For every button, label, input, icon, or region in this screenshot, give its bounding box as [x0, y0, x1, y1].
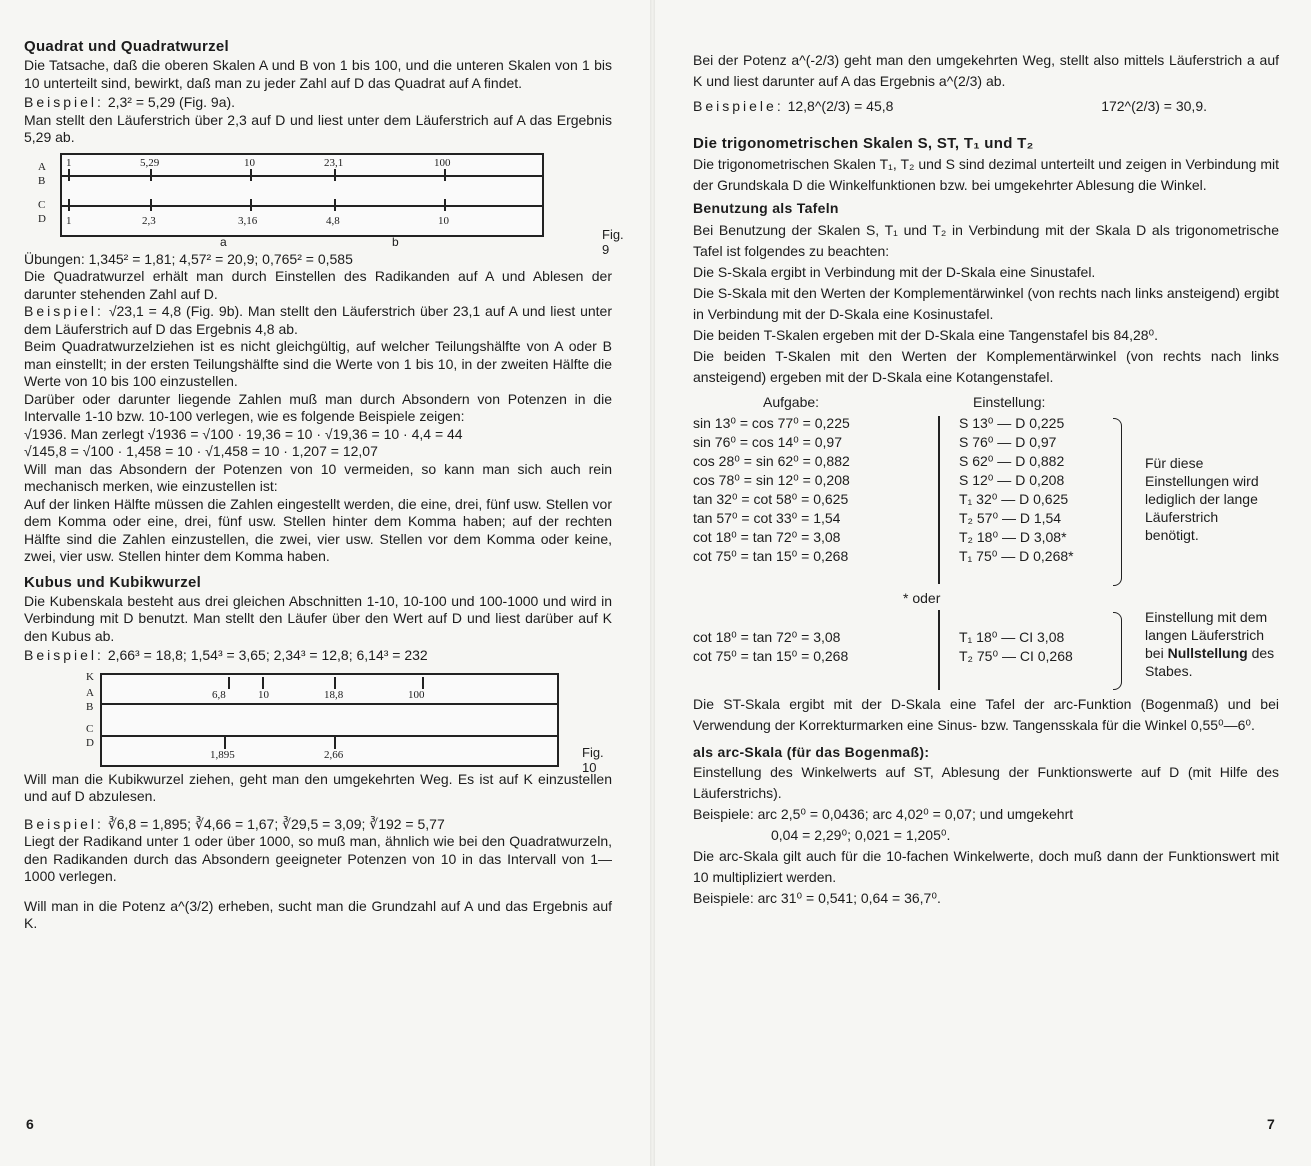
setting-cell: T₁ 75⁰ — D 0,268*	[959, 548, 1074, 564]
setting-cell: S 76⁰ — D 0,97	[959, 434, 1057, 450]
setting-cell: T₂ 75⁰ — CI 0,268	[959, 648, 1073, 664]
side-note-null: Einstellung mit dem langen Läuferstrich bei Nullstellung des Stabes.	[1145, 609, 1275, 679]
trig-table-block	[693, 394, 1279, 694]
col-header-task: Aufgabe:	[763, 394, 820, 410]
left-page	[0, 0, 650, 1166]
oder-label: * oder	[903, 590, 941, 606]
cube-intro: Die Kubenskala besteht aus drei gleichen Abschnitten 1-10, 10-100 und 100-1000 und wird in Verbindung mit D benutzt. Man stellt den Läufer über den Wert auf D und liest darüber auf K den Kubus ab.	[24, 592, 612, 644]
task-cell: cot 18⁰ = tan 72⁰ = 3,08	[693, 529, 841, 545]
fig10-top-value: 100	[408, 688, 425, 701]
table-row	[689, 414, 1078, 433]
fig9-bottom-value: 2,3	[142, 214, 156, 227]
fig9-bottom-value: 4,8	[326, 214, 340, 227]
fig9-scale-c: C	[38, 198, 46, 211]
table-row	[689, 509, 1078, 528]
fig9-top-value: 100	[434, 156, 451, 169]
fig9-scale-d: D	[38, 212, 46, 225]
setting-cell: S 13⁰ — D 0,225	[959, 415, 1065, 431]
table-row	[689, 528, 1078, 547]
fig9-bottom-value: 10	[438, 214, 449, 227]
arc-example-2: 0,04 = 2,29⁰; 0,021 = 1,205⁰.	[771, 827, 951, 843]
fig10-top-value: 6,8	[212, 688, 226, 701]
fig9-sub-a: a	[220, 234, 227, 249]
fig9-lower-line	[62, 205, 542, 207]
setting-cell: S 12⁰ — D 0,208	[959, 472, 1065, 488]
arc-example-1: Beispiele: arc 2,5⁰ = 0,0436; arc 4,02⁰ = 0,07; und umgekehrt	[693, 806, 1074, 822]
table-row	[689, 628, 1077, 647]
fig10-scale-a: A	[86, 686, 94, 699]
sqrt-rule: Auf der linken Hälfte müssen die Zahlen eingestellt werden, die eine, drei, fünf usw. Stellen vor dem Komma oder eine, drei, fünf usw. Stellen hinter dem Komma haben; auf der rechten Hälfte sind die Zahlen einzustellen, die zwei, vier usw. Stellen vor dem Komma oder keine, zwei, vier usw. Stellen hinter dem Komma haben.	[24, 495, 612, 564]
section-title-square: Quadrat und Quadratwurzel	[24, 38, 230, 55]
arc-tenfold: Die arc-Skala gilt auch für die 10-fachen Winkelwerte, doch muß dann der Funktionswert mit 10 multipliziert werden.	[693, 848, 1279, 885]
task-cell: cot 18⁰ = tan 72⁰ = 3,08	[693, 629, 841, 645]
t-scales-text: Die beiden T-Skalen ergeben mit der D-Skala eine Tangenstafel bis 84,28⁰.	[693, 327, 1159, 343]
s-scale-comp-text: Die S-Skala mit den Werten der Komplementärwinkel (von rechts nach links ansteigend) ergibt in Verbindung mit der D-Skala eine Kosinustafel.	[693, 285, 1279, 322]
section-title-cube: Kubus und Kubikwurzel	[24, 573, 202, 591]
setting-cell: T₁ 32⁰ — D 0,625	[959, 491, 1069, 507]
fig9-sub-b: b	[392, 234, 399, 249]
left-column	[24, 0, 624, 933]
sqrt-example: Beispiel: √23,1 = 4,8 (Fig. 9b). Man stellt den Läuferstrich über 23,1 auf A und liest unter dem Läuferstrich auf D das Ergebnis 4,8 ab.	[24, 303, 613, 337]
cube-root-example: Beispiel: ∛6,8 = 1,895; ∛4,66 = 1,67; ∛29,5 = 3,09; ∛192 = 5,77	[24, 815, 445, 832]
figure-9	[38, 153, 624, 257]
fig10-bottom-value: 1,895	[210, 748, 235, 761]
task-cell: cos 28⁰ = sin 62⁰ = 0,882	[693, 453, 850, 469]
trig-intro: Die trigonometrischen Skalen T₁, T₂ und S sind dezimal unterteilt und zeigen in Verbindung mit der Grundskala D die Winkelfunktionen bzw. bei umgekehrter Ablesung die Winkel.	[693, 156, 1279, 193]
cube-radicand: Liegt der Radikand unter 1 oder über 1000, so muß man, ähnlich wie bei den Quadratwurzeln, den Radikanden durch das Absondern geeigneter Potenzen von 10 in das Intervall von 1—1000 verlegen.	[24, 833, 612, 884]
sqrt-avoid: Will man das Absondern der Potenzen von 10 vermeiden, so kann man sich auch rein mechanisch merken, wie einzustellen ist:	[24, 460, 612, 494]
task-cell: cos 78⁰ = sin 12⁰ = 0,208	[693, 472, 850, 488]
arc-example-3: Beispiele: arc 31⁰ = 0,541; 0,64 = 36,7⁰.	[693, 890, 941, 906]
cube-power: Will man in die Potenz a^(3/2) erheben, sucht man die Grundzahl auf A und das Ergebnis auf K.	[24, 897, 612, 931]
cube-example: Beispiel: 2,66³ = 18,8; 1,54³ = 3,65; 2,34³ = 12,8; 6,14³ = 232	[24, 647, 428, 663]
square-example: Beispiel: 2,3² = 5,29 (Fig. 9a).	[24, 94, 236, 110]
arc-text: Einstellung des Winkelwerts auf ST, Ablesung der Funktionswerte auf D (mit Hilfe des Läuferstrichs).	[693, 764, 1279, 801]
cube-root-text: Will man die Kubikwurzel ziehen, geht man den umgekehrten Weg. Es ist auf K einzustellen und auf D abzulesen.	[24, 770, 612, 804]
fig9-scale-a: A	[38, 160, 46, 173]
task-cell: cot 75⁰ = tan 15⁰ = 0,268	[693, 648, 849, 664]
right-column	[693, 0, 1279, 909]
square-exercises: Übungen: 1,345² = 1,81; 4,57² = 20,9; 0,765² = 0,585	[24, 250, 353, 267]
setting-cell: T₂ 18⁰ — D 3,08*	[959, 529, 1067, 545]
task-cell: tan 57⁰ = cot 33⁰ = 1,54	[693, 510, 841, 526]
fig9-top-value: 23,1	[324, 156, 344, 169]
right-page	[655, 0, 1311, 1166]
page-number-left: 6	[26, 1116, 34, 1132]
side-note-long-cursor: Für diese Einstellungen wird lediglich der lange Läuferstrich benötigt.	[1145, 455, 1259, 543]
trig-table	[689, 414, 1078, 566]
section-title-trig: Die trigonometrischen Skalen S, ST, T₁ und T₂	[693, 135, 1034, 152]
tables-text: Bei Benutzung der Skalen S, T₁ und T₂ in Verbindung mit der Skala D als trigonometrische Tafel ist folgendes zu beachten:	[693, 222, 1279, 259]
col-header-setting: Einstellung:	[973, 394, 1046, 410]
fig10-scale-k: K	[86, 670, 94, 683]
sqrt-eq1: √1936. Man zerlegt √1936 = √100 · 19,36 = 10 · √19,36 = 10 · 4,4 = 44	[24, 425, 463, 442]
fig10-scale-b: B	[86, 700, 94, 713]
task-cell: cot 75⁰ = tan 15⁰ = 0,268	[693, 548, 849, 564]
square-example-text: Man stellt den Läuferstrich über 2,3 auf D und liest unter dem Läuferstrich auf A das Ergebnis 5,29 ab.	[24, 111, 612, 145]
st-scale-text: Die ST-Skala ergibt mit der D-Skala eine Tafel der arc-Funktion (Bogenmaß) und bei Verwendung der Korrekturmarken eine Sinus- bzw. Tangensskala für die Winkel 0,55⁰—6⁰.	[693, 696, 1279, 733]
fig9-scale-b: B	[38, 174, 46, 187]
fig9-caption: Fig. 9	[602, 226, 624, 257]
task-cell: sin 76⁰ = cos 14⁰ = 0,97	[693, 434, 842, 450]
fig10-lower-line	[102, 735, 557, 737]
task-cell: tan 32⁰ = cot 58⁰ = 0,625	[693, 491, 849, 507]
fig10-top-value: 10	[258, 688, 269, 701]
trig-table-ci	[689, 628, 1077, 666]
sqrt-above-below: Darüber oder darunter liegende Zahlen muß man durch Absondern von Potenzen in die Intervalle 1-10 bzw. 10-100 verlegen, wie es folgende Beispiele zeigen:	[24, 390, 612, 424]
square-intro: Die Tatsache, daß die oberen Skalen A und B von 1 bis 100, und die unteren Skalen von 1 bis 10 unterteilt sind, bewirkt, daß man zu jeder Zahl auf D das Quadrat auf A findet.	[24, 57, 612, 91]
t-scales-comp-text: Die beiden T-Skalen mit den Werten der Komplementärwinkel (von rechts nach links ansteigend) ergeben mit der D-Skala eine Kotangenstafel.	[693, 348, 1279, 385]
table-row	[689, 647, 1077, 666]
fig10-upper-line	[102, 703, 557, 705]
fig10-top-value: 18,8	[324, 688, 344, 701]
fig10-bottom-value: 2,66	[324, 748, 344, 761]
table-row	[689, 471, 1078, 490]
fig9-top-value: 1	[66, 156, 72, 169]
fig10-caption: Fig. 10	[582, 744, 604, 775]
fig9-bottom-value: 3,16	[238, 214, 258, 227]
setting-cell: S 62⁰ — D 0,882	[959, 453, 1065, 469]
page-number-right: 7	[1267, 1116, 1275, 1132]
sqrt-halves: Beim Quadratwurzelziehen ist es nicht gleichgültig, auf welcher Teilungshälfte von A oder B man einstellt; in der ersten Teilungshälfte sind die Werte von 1 bis 10, in der zweiten Hälfte die Werte von 10 bis 100 einzustellen.	[24, 338, 612, 389]
power-inverse-text: Bei der Potenz a^(-2/3) geht man den umgekehrten Weg, stellt also mittels Läuferstrich a auf K und liest darunter auf A das Ergebnis a^(2/3) ab.	[693, 52, 1279, 89]
sqrt-eq2: √145,8 = √100 · 1,458 = 10 · √1,458 = 10 · 1,207 = 12,07	[24, 443, 378, 459]
sqrt-text: Die Quadratwurzel erhält man durch Einstellen des Radikanden auf A und Ablesen der darunter stehenden Zahl auf D.	[24, 268, 612, 302]
section-title-arc: als arc-Skala (für das Bogenmaß):	[693, 744, 930, 760]
table-row	[689, 547, 1078, 566]
fig9-top-value: 10	[244, 156, 255, 169]
fig9-upper-line	[62, 175, 542, 177]
task-cell: sin 13⁰ = cos 77⁰ = 0,225	[693, 415, 850, 431]
fig10-scale-d: D	[86, 736, 94, 749]
power-examples: Beispiele: 12,8^(2/3) = 45,8 172^(2/3) = 30,9.	[693, 98, 1207, 114]
table-row	[689, 490, 1078, 509]
fig9-top-value: 5,29	[140, 156, 160, 169]
s-scale-text: Die S-Skala ergibt in Verbindung mit der D-Skala eine Sinustafel.	[693, 264, 1096, 280]
fig10-scale-c: C	[86, 722, 94, 735]
table-row	[689, 433, 1078, 452]
table-row	[689, 452, 1078, 471]
figure-10	[86, 670, 604, 775]
section-title-tables: Benutzung als Tafeln	[693, 200, 839, 216]
setting-cell: T₂ 57⁰ — D 1,54	[959, 510, 1062, 526]
setting-cell: T₁ 18⁰ — CI 3,08	[959, 629, 1065, 645]
fig9-bottom-value: 1	[66, 214, 72, 227]
